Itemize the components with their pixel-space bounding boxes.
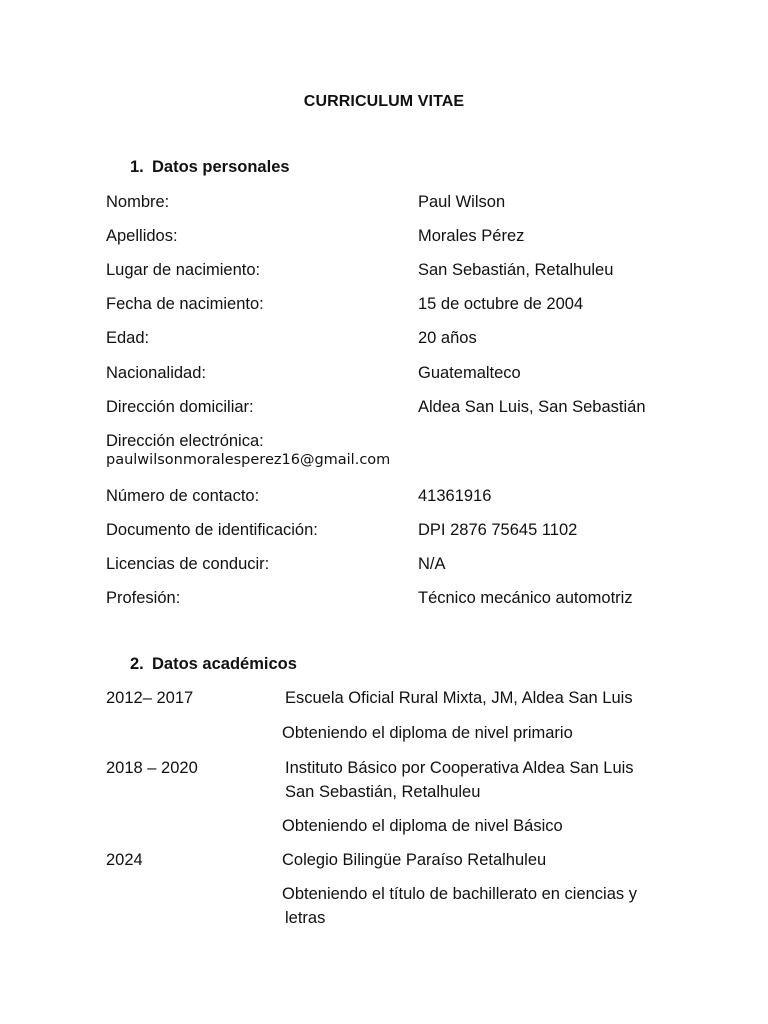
field-label: Número de contacto: <box>106 487 260 505</box>
personal-row-name <box>106 193 706 215</box>
personal-row-surname <box>106 227 706 249</box>
section-title: Datos personales <box>152 158 290 176</box>
section-title: Datos académicos <box>152 655 297 673</box>
field-value: Morales Pérez <box>418 227 525 245</box>
field-value: DPI 2876 75645 1102 <box>418 521 578 539</box>
academic-result <box>282 882 682 930</box>
field-value: Técnico mecánico automotriz <box>418 589 633 607</box>
field-label: Fecha de nacimiento: <box>106 295 264 313</box>
field-label: Nombre: <box>106 193 170 211</box>
field-value: 20 años <box>418 329 477 347</box>
personal-row-nationality <box>106 364 706 386</box>
field-label: Dirección electrónica: <box>106 432 264 450</box>
field-label: Profesión: <box>106 589 181 607</box>
personal-row-email <box>106 432 390 468</box>
personal-row-birthplace <box>106 261 706 283</box>
field-label: Nacionalidad: <box>106 364 206 382</box>
email-link[interactable]: paulwilsonmoralesperez16@gmail.com <box>106 452 391 468</box>
document-title: CURRICULUM VITAE <box>303 93 465 110</box>
field-value: San Sebastián, Retalhuleu <box>418 261 614 279</box>
school-name-line: San Sebastián, Retalhuleu <box>285 783 481 801</box>
personal-row-license <box>106 555 706 577</box>
field-label: Lugar de nacimiento: <box>106 261 261 279</box>
field-value: 15 de octubre de 2004 <box>418 295 584 313</box>
result-text-line: Obteniendo el título de bachillerato en ciencias y <box>282 885 637 903</box>
field-value: Aldea San Luis, San Sebastián <box>418 398 646 416</box>
section-heading-personal <box>130 158 290 177</box>
school-name-line: Instituto Básico por Cooperativa Aldea San Luis <box>285 759 634 777</box>
personal-row-birthdate <box>106 295 706 317</box>
section-heading-academic <box>130 655 297 674</box>
academic-result <box>282 721 682 745</box>
school-name: Escuela Oficial Rural Mixta, JM, Aldea San Luis <box>285 689 633 707</box>
personal-row-address <box>106 398 706 420</box>
result-text: Obteniendo el diploma de nivel Básico <box>282 817 563 835</box>
field-label: Dirección domiciliar: <box>106 398 254 416</box>
academic-years: 2012– 2017 <box>106 689 194 707</box>
result-text-line: letras <box>285 909 326 927</box>
academic-school <box>282 756 682 804</box>
academic-years: 2018 – 2020 <box>106 759 198 777</box>
personal-row-phone <box>106 487 706 509</box>
field-label: Apellidos: <box>106 227 178 245</box>
school-name: Colegio Bilingüe Paraíso Retalhuleu <box>282 851 547 869</box>
section-number: 2. <box>130 655 144 673</box>
academic-school <box>282 848 682 872</box>
personal-row-age <box>106 329 706 351</box>
academic-years: 2024 <box>106 851 143 869</box>
personal-row-id <box>106 521 706 543</box>
result-text: Obteniendo el diploma de nivel primario <box>282 724 573 742</box>
field-value: 41361916 <box>418 487 492 505</box>
personal-row-profession <box>106 589 706 611</box>
academic-school <box>282 686 682 710</box>
field-label: Documento de identificación: <box>106 521 318 539</box>
field-value: Paul Wilson <box>418 193 506 211</box>
field-value: N/A <box>418 555 446 573</box>
field-label: Edad: <box>106 329 150 347</box>
field-label: Licencias de conducir: <box>106 555 270 573</box>
field-value: Guatemalteco <box>418 364 521 382</box>
section-number: 1. <box>130 158 144 176</box>
academic-result <box>282 814 682 838</box>
